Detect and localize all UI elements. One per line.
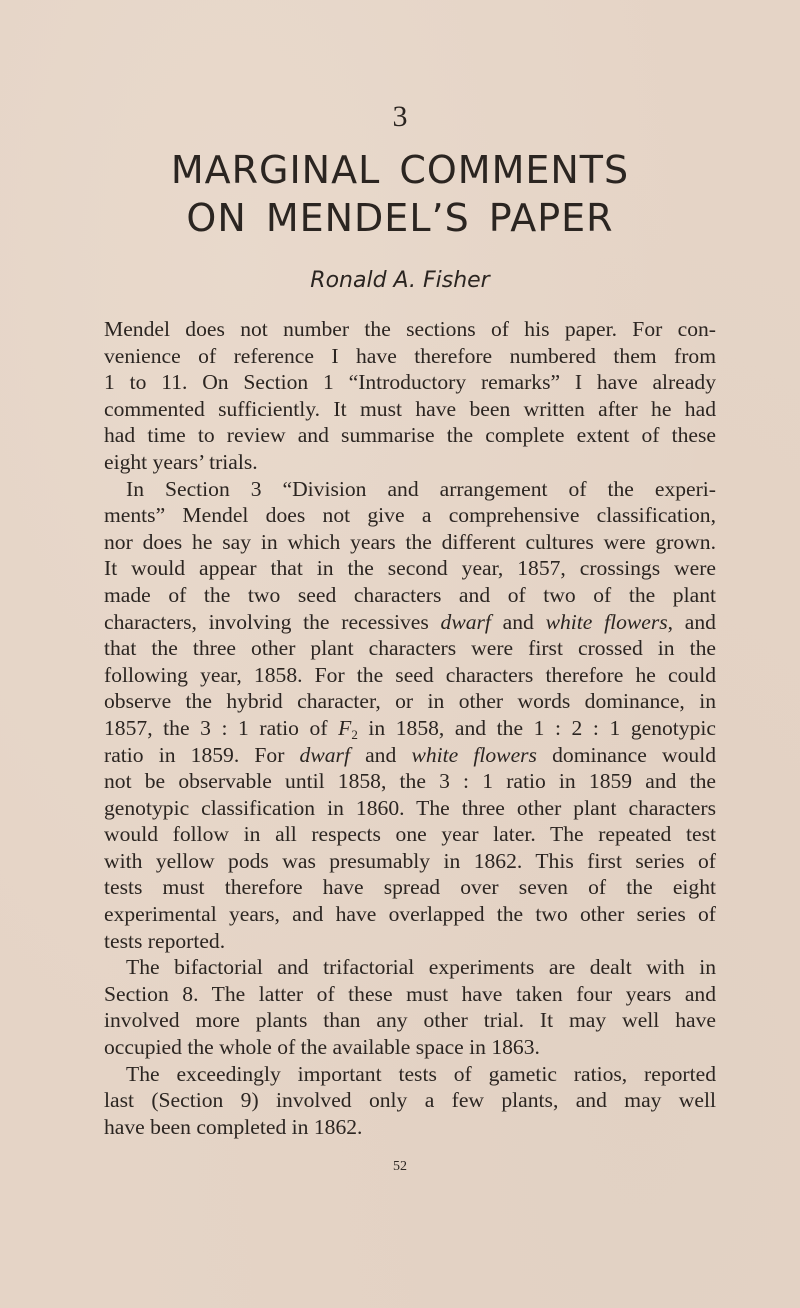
text-line: occupied the whole of the available space in 1863.: [104, 1035, 540, 1060]
text-line-with-formula: [104, 715, 716, 742]
text-line: tests reported.: [104, 928, 226, 953]
text-line: with yellow pods was presumably in 1862. This first series of: [104, 848, 716, 873]
italic-term-white-flowers: white flowers: [545, 609, 668, 634]
text-line: following year, 1858. For the seed characters therefore he could: [104, 662, 716, 687]
italic-term-dwarf: dwarf: [299, 742, 350, 767]
text-line: observe the hybrid character, or in other words dominance, in: [104, 689, 716, 714]
author-byline: Ronald A. Fisher: [310, 268, 490, 293]
text-line: Mendel does not number the sections of his paper. For con-: [104, 317, 716, 341]
text-line: had time to review and summarise the complete extent of these: [104, 423, 716, 448]
italic-term-dwarf: dwarf: [440, 609, 491, 634]
chapter-number: 3: [392, 100, 408, 133]
text-line: commented sufficiently. It must have been written after he had: [104, 396, 716, 421]
text-line: It would appear that in the second year, 1857, crossings were: [104, 556, 716, 581]
text-line: genotypic classification in 1860. The three other plant characters: [104, 795, 716, 820]
italic-term-white-flowers: white flowers: [411, 742, 537, 767]
page-number: 52: [393, 1159, 407, 1174]
italic-symbol-f: F: [338, 715, 352, 740]
text-segment: and: [490, 609, 546, 634]
paragraph-4: [104, 1061, 716, 1141]
chapter-title: [0, 146, 800, 242]
text-line: Section 8. The latter of these must have taken four years and: [104, 981, 716, 1006]
paragraph-1: [104, 316, 716, 476]
text-segment: in 1858, and the 1 : 2 : 1 genotypic: [357, 715, 716, 740]
text-line-with-italics: [104, 742, 716, 769]
chapter-title-line-1: MARGINAL COMMENTS: [170, 148, 630, 192]
text-line: would follow in all respects one year later. The repeated test: [104, 822, 716, 847]
text-line: have been completed in 1862.: [104, 1114, 363, 1139]
text-line: nor does he say in which years the different cultures were grown.: [104, 529, 716, 554]
text-line: experimental years, and have overlapped the two other series of: [104, 902, 716, 927]
text-line: not be observable until 1858, the 3 : 1 ratio in 1859 and the: [104, 769, 716, 794]
paragraph-3: [104, 954, 716, 1060]
text-segment: dominance would: [536, 742, 716, 767]
text-segment: 1857, the 3 : 1 ratio of: [104, 715, 339, 740]
text-segment: characters, involving the recessives: [104, 609, 441, 634]
chapter-title-line-2: ON MENDEL’S PAPER: [186, 196, 614, 240]
text-line: The exceedingly important tests of gametic ratios, reported: [126, 1061, 716, 1086]
text-line: ments” Mendel does not give a comprehensive classification,: [104, 503, 716, 528]
text-line: last (Section 9) involved only a few plants, and may well: [104, 1088, 716, 1113]
text-line-with-italics: [104, 609, 716, 636]
text-line: venience of reference I have therefore numbered them from: [104, 343, 716, 368]
text-line: The bifactorial and trifactorial experiments are dealt with in: [126, 955, 716, 980]
text-line: involved more plants than any other trial. It may well have: [104, 1008, 716, 1033]
text-line: In Section 3 “Division and arrangement of the experi-: [126, 476, 716, 501]
text-line: that the three other plant characters were first crossed in the: [104, 636, 716, 661]
text-line: eight years’ trials.: [104, 449, 258, 474]
body-text: [104, 316, 716, 1140]
text-segment: and: [349, 742, 412, 767]
text-line: tests must therefore have spread over seven of the eight: [104, 875, 716, 900]
text-segment: , and: [667, 609, 716, 634]
text-line: made of the two seed characters and of two of the plant: [104, 582, 716, 607]
paragraph-2: [104, 476, 716, 955]
subscript-2: 2: [351, 726, 358, 742]
text-segment: ratio in 1859. For: [104, 742, 300, 767]
text-line: 1 to 11. On Section 1 “Introductory remarks” I have already: [104, 370, 716, 395]
